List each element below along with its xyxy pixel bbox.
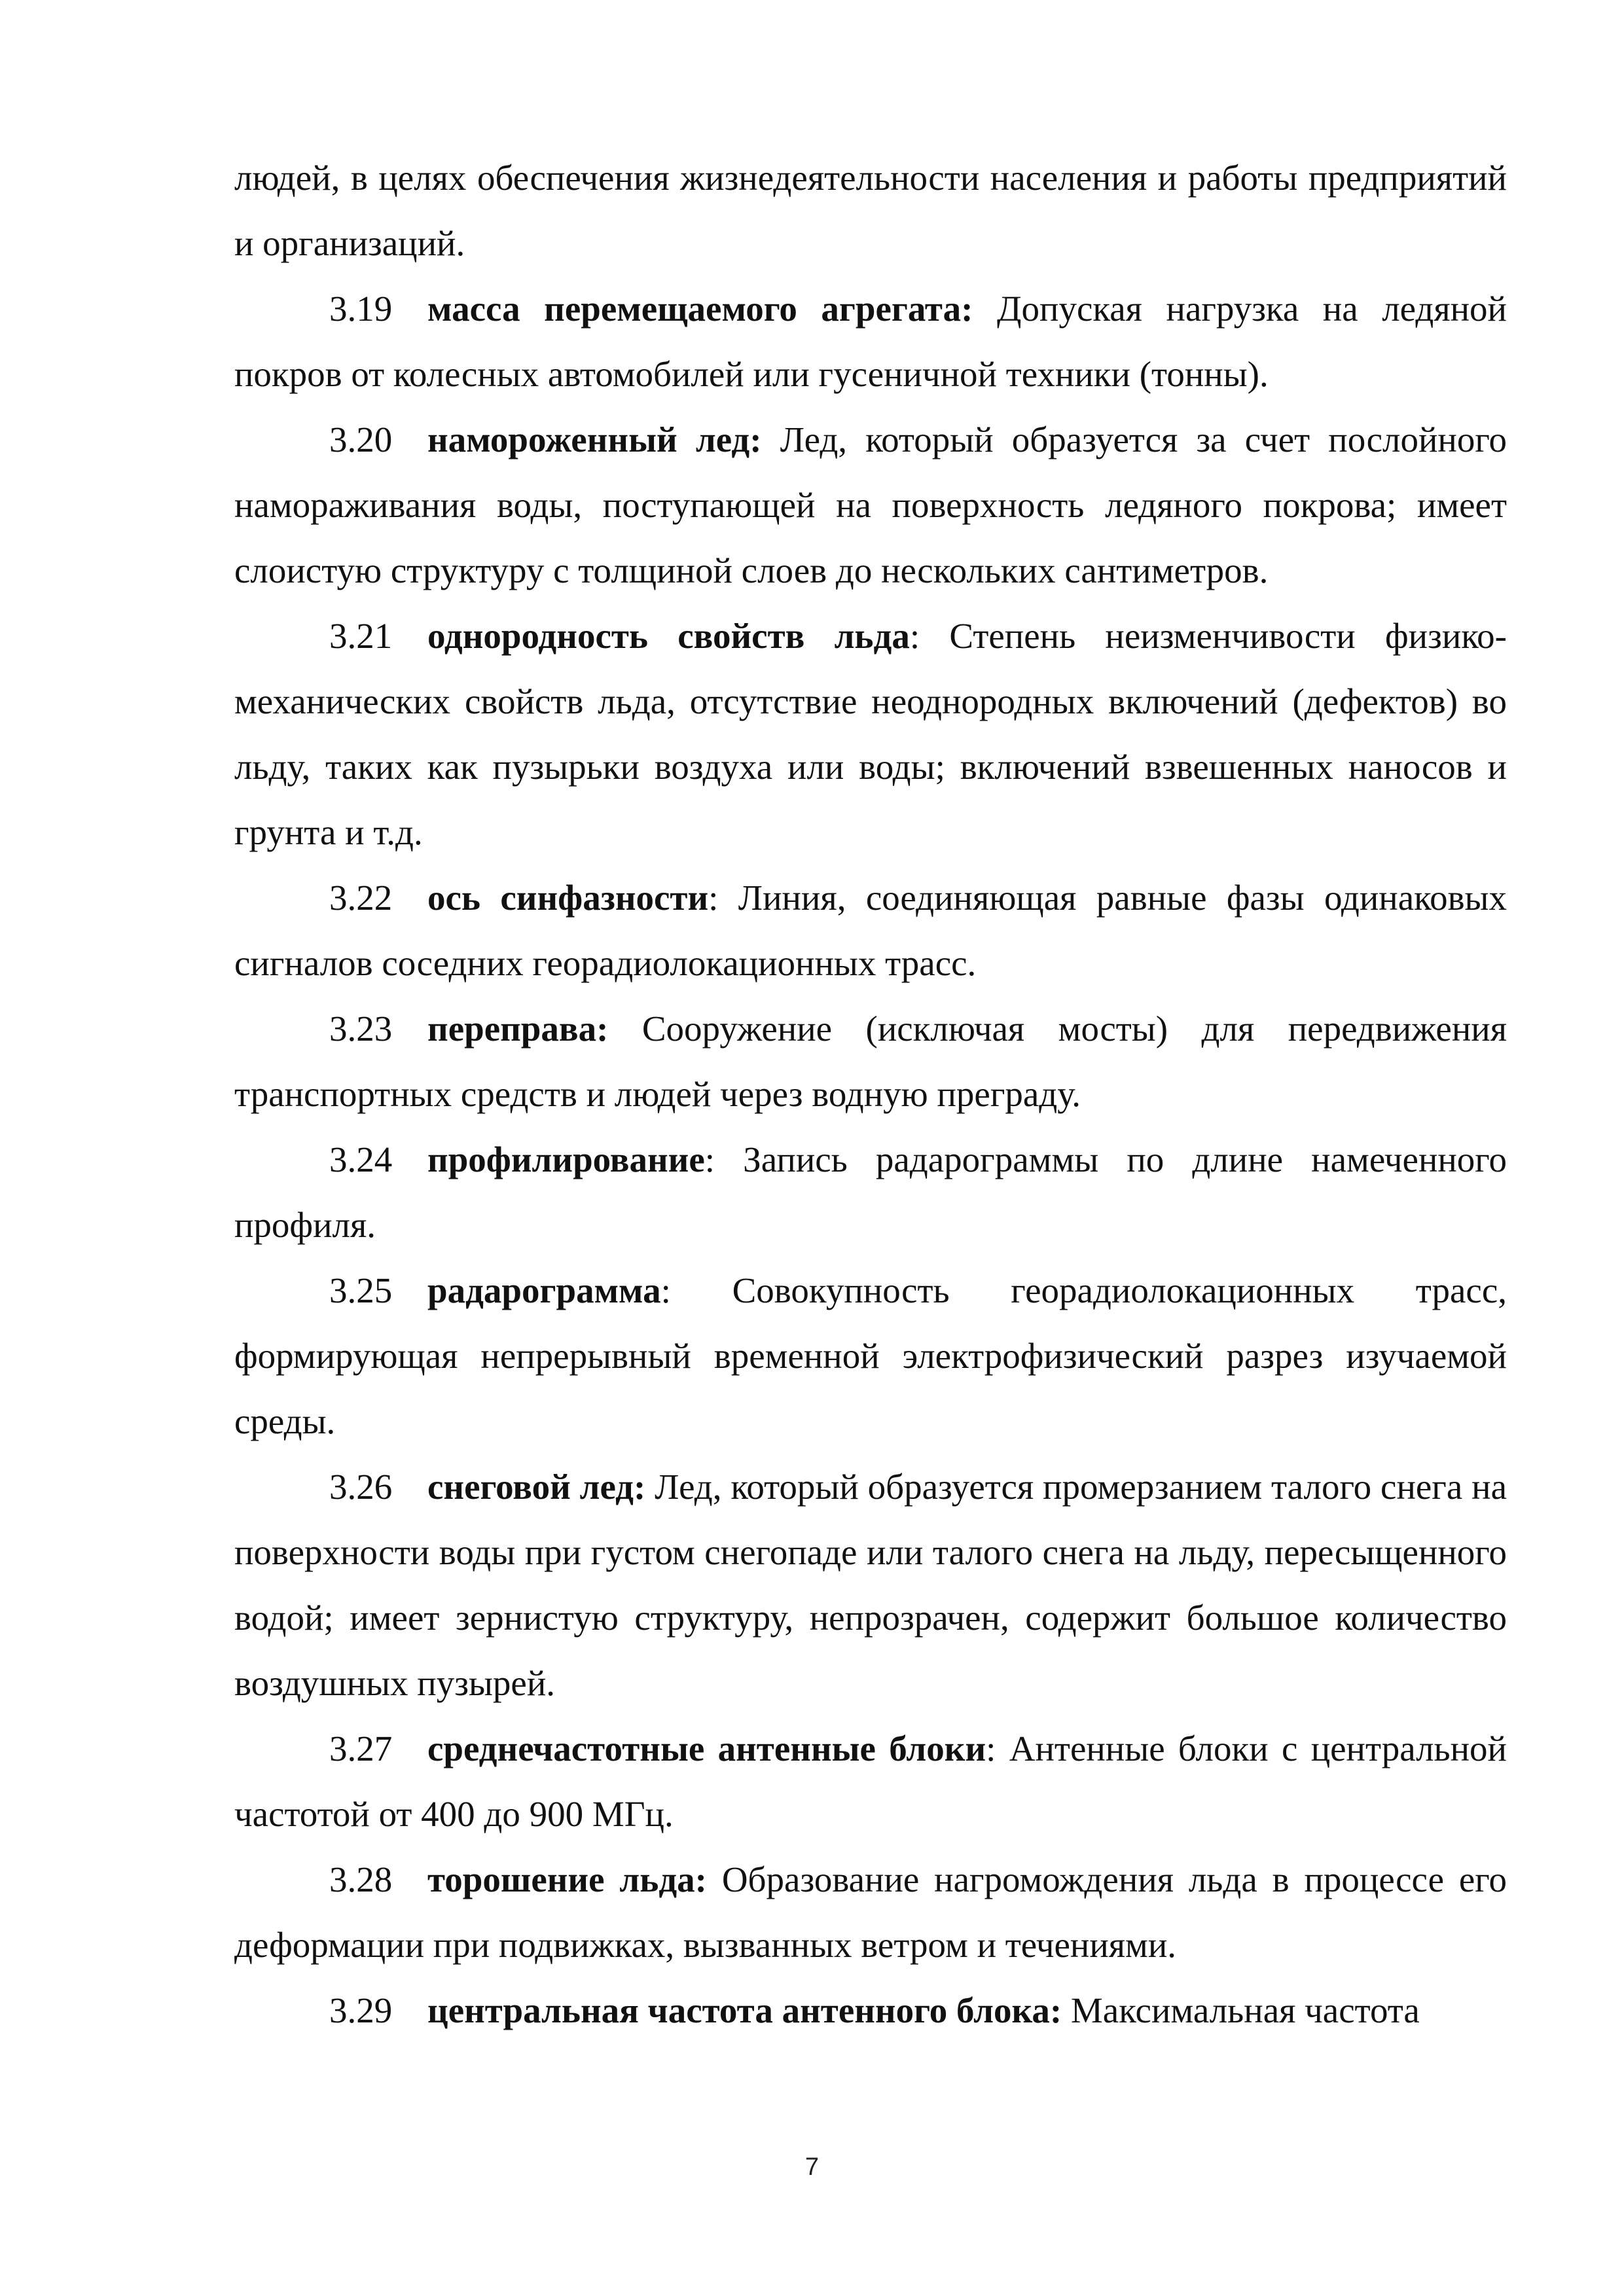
term-definition: Максимальная частота bbox=[1062, 1990, 1420, 2030]
term-definition: : Линия, соединяющая равные фазы одинаковых сигналов соседних георадиолокационных трасс. bbox=[234, 878, 1507, 983]
term-title: центральная частота антенного блока: bbox=[427, 1990, 1062, 2030]
term-title: ось синфазности bbox=[427, 878, 709, 918]
term-number: 3.23 bbox=[329, 1009, 393, 1049]
term-number: 3.24 bbox=[329, 1139, 393, 1179]
term-number: 3.21 bbox=[329, 616, 393, 656]
term-definition: : Совокупность георадиолокационных трасс, формирующая непрерывный временной электрофизический разрез изучаемой среды. bbox=[234, 1270, 1507, 1441]
term-3-23 bbox=[234, 996, 1507, 1127]
term-title: намороженный лед: bbox=[427, 420, 762, 459]
term-3-28 bbox=[234, 1847, 1507, 1978]
term-number: 3.29 bbox=[329, 1990, 393, 2030]
term-title: однородность свойств льда bbox=[427, 616, 910, 656]
term-3-25 bbox=[234, 1258, 1507, 1454]
term-number: 3.19 bbox=[329, 289, 393, 329]
term-3-22 bbox=[234, 865, 1507, 996]
term-number: 3.28 bbox=[329, 1859, 393, 1899]
term-3-29 bbox=[234, 1978, 1507, 2043]
lead-paragraph: людей, в целях обеспечения жизнедеятельности населения и работы предприятий и организаций. bbox=[234, 158, 1507, 263]
term-definition: : Степень неизменчивости физико-механических свойств льда, отсутствие неоднородных включений (дефектов) во льду, таких как пузырьки воздуха или воды; включений взвешенных наносов и грунта и т.д. bbox=[234, 616, 1507, 852]
term-definition: Лед, который образуется промерзанием талого снега на поверхности воды при густом снегопаде или талого снега на льду, пересыщенного водой; имеет зернистую структуру, непрозрачен, содержит большое количество воздушных пузырей. bbox=[234, 1467, 1507, 1703]
term-title: профилирование bbox=[427, 1139, 705, 1179]
document-text bbox=[234, 145, 1507, 2043]
page-number: 7 bbox=[804, 2153, 820, 2181]
term-3-20 bbox=[234, 407, 1507, 603]
term-title: радарограмма bbox=[427, 1270, 661, 1310]
term-number: 3.22 bbox=[329, 878, 393, 918]
term-number: 3.25 bbox=[329, 1270, 393, 1310]
term-3-24 bbox=[234, 1127, 1507, 1258]
term-definition: Сооружение (исключая мосты) для передвижения транспортных средств и людей через водную преграду. bbox=[234, 1009, 1507, 1114]
term-number: 3.27 bbox=[329, 1729, 393, 1768]
term-title: переправа: bbox=[427, 1009, 609, 1049]
term-definition: Допуская нагрузка на ледяной покров от колесных автомобилей или гусеничной техники (тонны). bbox=[234, 289, 1507, 394]
term-3-26 bbox=[234, 1454, 1507, 1716]
term-title: масса перемещаемого агрегата: bbox=[427, 289, 973, 329]
term-definition: Лед, который образуется за счет послойного намораживания воды, поступающей на поверхность ледяного покрова; имеет слоистую структуру с толщиной слоев до нескольких сантиметров. bbox=[234, 420, 1507, 590]
term-3-19 bbox=[234, 276, 1507, 407]
term-title: снеговой лед: bbox=[427, 1467, 646, 1507]
term-3-21 bbox=[234, 603, 1507, 865]
term-definition: : Запись радарограммы по длине намеченного профиля. bbox=[234, 1139, 1507, 1245]
term-definition: Образование нагромождения льда в процессе его деформации при подвижках, вызванных ветром и течениями. bbox=[234, 1859, 1507, 1965]
term-definition: : Антенные блоки с центральной частотой от 400 до 900 МГц. bbox=[234, 1729, 1507, 1834]
term-title: среднечастотные антенные блоки bbox=[427, 1729, 986, 1768]
term-number: 3.26 bbox=[329, 1467, 393, 1507]
term-3-27 bbox=[234, 1716, 1507, 1847]
term-number: 3.20 bbox=[329, 420, 393, 459]
term-title: торошение льда: bbox=[427, 1859, 707, 1899]
